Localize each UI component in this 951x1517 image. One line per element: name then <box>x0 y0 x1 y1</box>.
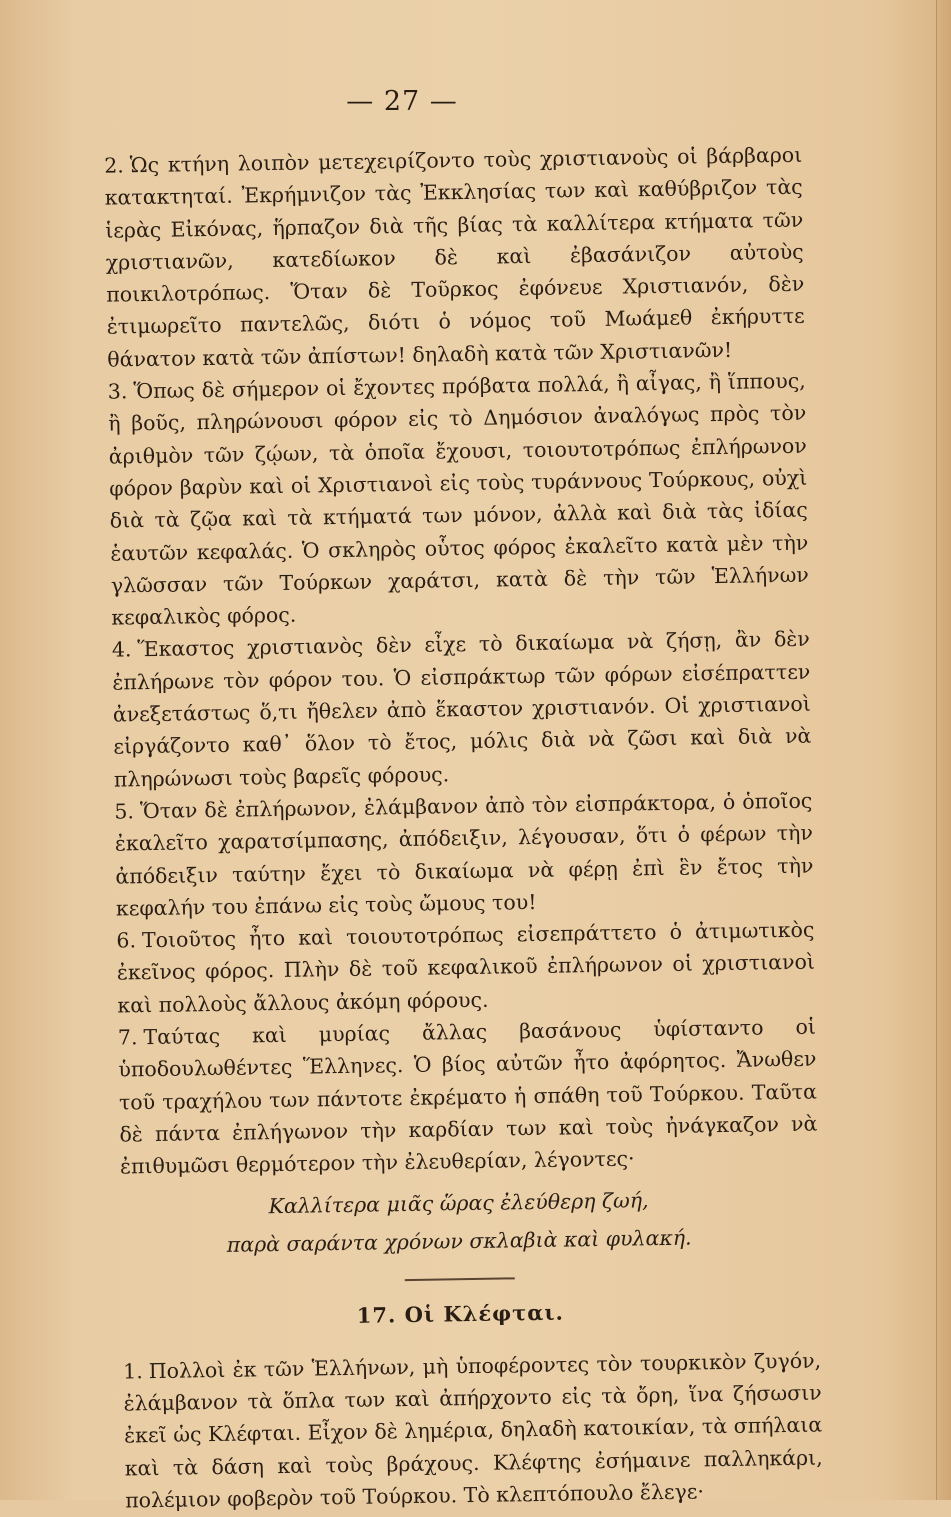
paragraph-text: Ὡς κτήνη λοιπὸν μετεχειρίζοντο τοὺς χριστιανοὺς οἱ βάρβαροι κατακτηταί. Ἐκρήμνιζον τὰς Ἐκκλησίας των καὶ καθύβριζον τὰς ἱερὰς Εἰκόνας, ἥρπαζον διὰ τῆς βίας τὰ καλλίτερα κτήματα τῶν χριστιανῶν, κατεδίωκον δὲ καὶ ἐβασάνιζον αὐτοὺς ποικιλοτρόπως. Ὅταν δὲ Τοῦρκος ἐφόνευε Χριστιανόν, δὲν ἐτιμωρεῖτο παντελῶς, διότι ὁ νόμος τοῦ Μωάμεθ ἐκήρυττε θάνατον κατὰ τῶν ἀπίστων! δηλαδὴ κατὰ τῶν Χριστιανῶν! <box>104 142 805 372</box>
paragraph-3 <box>86 365 810 635</box>
paragraph-text: Ταύτας καὶ μυρίας ἄλλας βασάνους ὑφίσταντο οἱ ὑποδουλωθέντες Ἕλληνες. Ὁ βίος αὐτῶν ἦτο ἀφόρητος. Ἄνωθεν τοῦ τραχήλου των πάντοτε ἐκρέματο ἡ σπάθη τοῦ Τούρκου. Ταῦτα δὲ πάντα ἐπλήγωνον τὴν καρδίαν των καὶ τοὺς ἠνάγκαζον νὰ ἐπιθυμῶσι θερμότερον τὴν ἐλευθερίαν, λέγοντες· <box>118 1014 818 1179</box>
paragraph-number: 3. <box>107 379 128 404</box>
paragraph-text: Πολλοὶ ἐκ τῶν Ἑλλήνων, μὴ ὑποφέροντες τὸν τουρκικὸν ζυγόν, ἐλάμβανον τὰ ὅπλα των καὶ ἀπήρχοντο εἰς τὰ ὄρη, ἵνα ζήσωσιν ἐκεῖ ὡς Κλέφται. Εἶχον δὲ λημέρια, δηλαδὴ κατοικίαν, τὰ σπήλαια καὶ τὰ δάση καὶ τοὺς βράχους. Κλέφτης ἐσήμαινε παλληκάρι, πολέμιον φοβερὸν τοῦ Τούρκου. Τὸ κλεπτόπουλο ἔλεγε· <box>123 1348 823 1513</box>
page-edge <box>936 0 951 1500</box>
paragraph-number: 4. <box>111 637 132 663</box>
paragraph-number: 6. <box>116 928 137 953</box>
paragraph-2 <box>82 139 805 376</box>
paragraph-4 <box>90 623 812 796</box>
separator-rule <box>405 1277 515 1281</box>
verse-line-1: Καλλίτερα μιᾶς ὥρας ἐλεύθερη ζωή, <box>268 1187 649 1218</box>
paragraph-text: Ἕκαστος χριστιανὸς δὲν εἶχε τὸ δικαίωμα νὰ ζήσῃ, ἂν δὲν ἐπλήρωνε τὸν φόρον του. Ὁ εἰσπράκτωρ τῶν φόρων εἰσέπραττεν ἀνεξετάστως ὅ,τι ἤθελεν ἀπὸ ἕκαστον χριστιανόν. Οἱ χριστιανοὶ εἰργάζοντο καθ᾽ ὅλον τὸ ἔτος, μόλις διὰ νὰ ζῶσι καὶ διὰ νὰ πληρώνωσι τοὺς βαρεῖς φόρους. <box>112 627 812 792</box>
paragraph-number: 1. <box>122 1358 143 1384</box>
verse <box>98 1178 819 1265</box>
paragraph-5 <box>92 785 814 925</box>
section-heading: 17. Οἱ Κλέφται. <box>356 1299 565 1328</box>
paragraph-17-1 <box>101 1344 823 1517</box>
verse-line-2: παρὰ σαράντα χρόνων σκλαβιὰ καὶ φυλακή. <box>226 1225 692 1257</box>
paragraph-text: Τοιοῦτος ἦτο καὶ τοιουτοτρόπως εἰσεπράττετο ὁ ἀτιμωτικὸς ἐκεῖνος φόρος. Πλὴν δὲ τοῦ κεφαλικοῦ ἐπλήρωνον οἱ χριστιανοὶ καὶ πολλοὺς ἄλλους ἀκόμη φόρους. <box>116 917 816 1018</box>
paragraph-6 <box>94 914 815 1022</box>
paragraph-number: 7. <box>117 1025 138 1050</box>
page-number: — 27 — <box>346 86 458 117</box>
paragraph-7 <box>96 1011 818 1184</box>
page-body <box>82 139 823 1517</box>
paragraph-number: 5. <box>114 799 135 824</box>
paragraph-text: Ὅταν δὲ ἐπλήρωνον, ἐλάμβανον ἀπὸ τὸν εἰσπράκτορα, ὁ ὁποῖος ἐκαλεῖτο χαρατσίμπασης, ἀπόδειξιν, λέγουσαν, ὅτι ὁ φέρων τὴν ἀπόδειξιν ταύτην ἔχει τὸ δικαίωμα νὰ φέρῃ ἐπὶ ἓν ἔτος τὴν κεφαλήν του ἐπάνω εἰς τοὺς ὤμους του! <box>114 788 814 921</box>
paragraph-text: Ὅπως δὲ σήμερον οἱ ἔχοντες πρόβατα πολλά, ἢ αἶγας, ἢ ἵππους, ἢ βοῦς, πληρώνουσι φόρον εἰς τὸ Δημόσιον ἀναλόγως πρὸς τὸν ἀριθμὸν τῶν ζῴων, τὰ ὁποῖα ἔχουσι, τοιουτοτρόπως ἐπλήρωνον φόρον βαρὺν καὶ οἱ Χριστιανοὶ εἰς τοὺς τυράννους Τούρκους, οὐχὶ διὰ τὰ ζῷα καὶ τὰ κτήματά των μόνον, ἀλλὰ καὶ διὰ τὰς ἰδίας ἑαυτῶν κεφαλάς. Ὁ σκληρὸς οὗτος φόρος ἐκαλεῖτο κατὰ μὲν τὴν γλῶσσαν τῶν Τούρκων χαράτσι, κατὰ δὲ τὴν τῶν Ἑλλήνων κεφαλικὸς φόρος. <box>108 368 809 630</box>
paragraph-number: 2. <box>104 153 124 178</box>
